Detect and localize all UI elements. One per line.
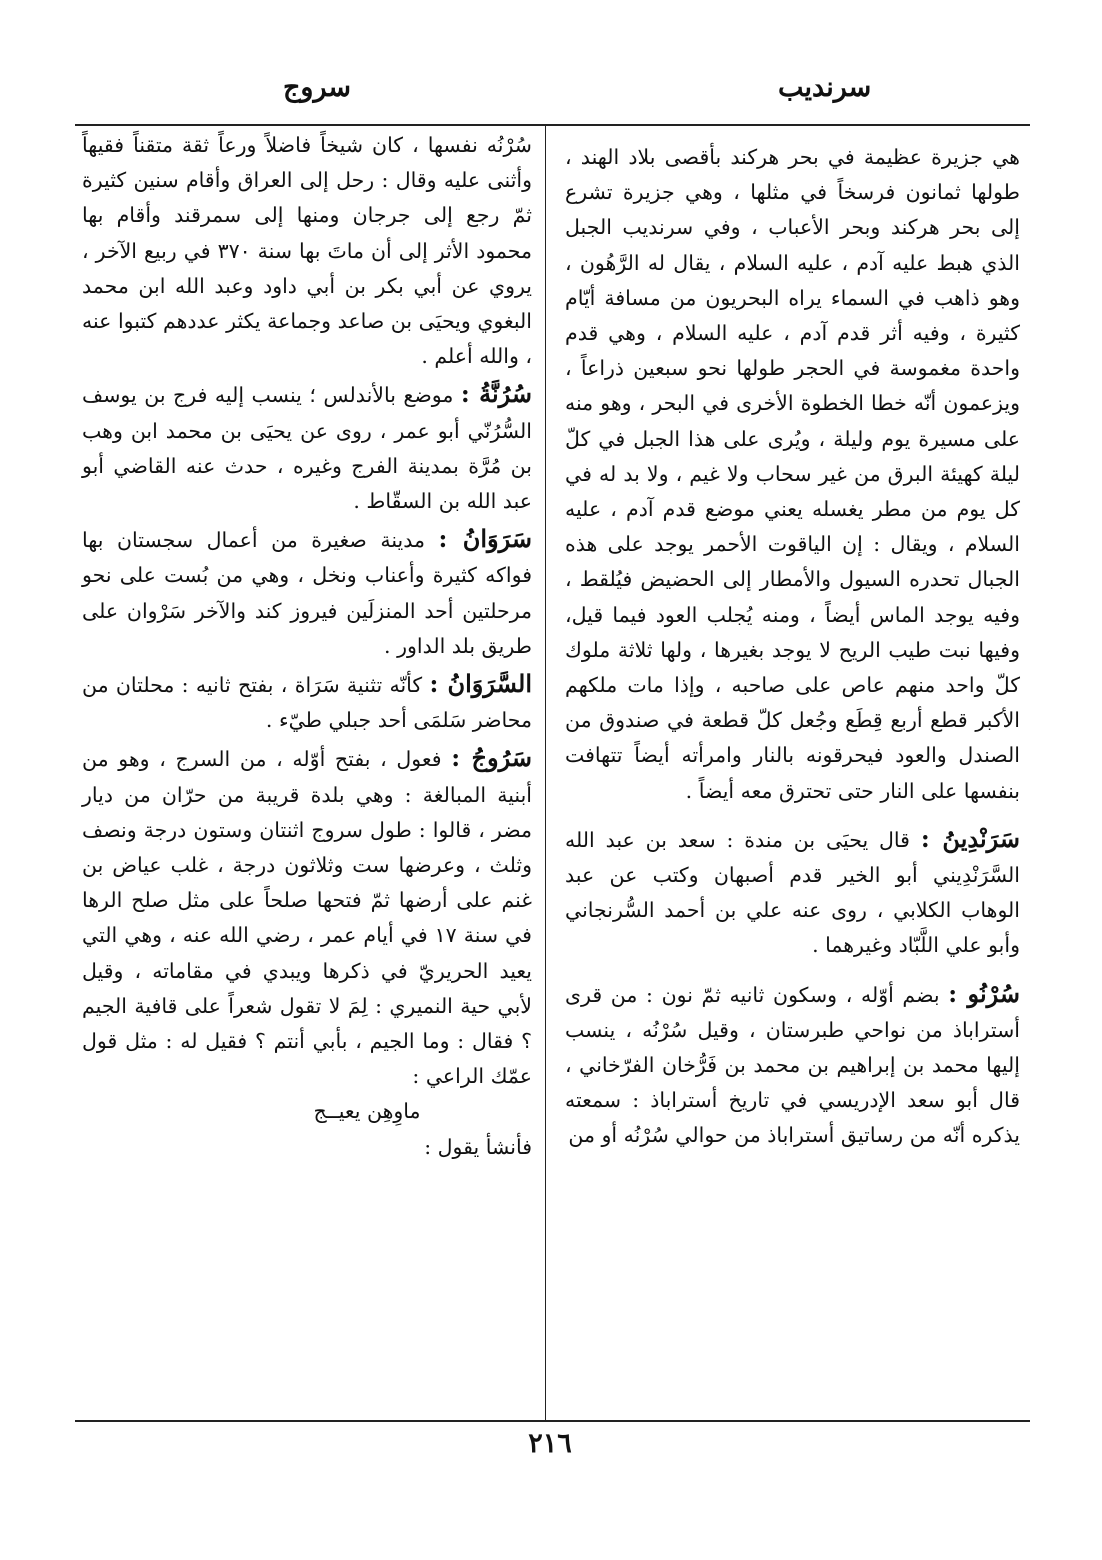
entry-al-sarawan bbox=[82, 666, 532, 738]
entry-sarandin bbox=[565, 821, 1020, 964]
entry-sarwan bbox=[82, 521, 532, 664]
left-column bbox=[82, 128, 532, 1165]
footer-rule bbox=[75, 1420, 1030, 1422]
entry-text: كأنّه تثنية سَرَاة ، بفتح ثانيه : محلتان من محاضر سَلمَى أحد جبلي طيّء . bbox=[82, 673, 532, 733]
entry-text: موضع بالأندلس ؛ ينسب إليه فرج بن يوسف السُّرُنّي أبو عمر ، روى عن يحيَى بن محمد ابن وهب بن مُرَّة بمدينة الفرج وغيره ، حدث عنه القاضي أبو عبد الله بن السقّاط . bbox=[82, 383, 532, 514]
page-number: ٢١٦ bbox=[528, 1428, 572, 1459]
entry-surunna bbox=[82, 376, 532, 519]
sarandib-entry-text: هي جزيرة عظيمة في بحر هركند بأقصى بلاد الهند ، طولها ثمانون فرسخاً في مثلها ، وهي جزيرة تشرع إلى بحر هركند وبحر الأعباب ، وفي سرنديب الجبل الذي هبط عليه آدم ، عليه السلام ، يقال له الرَّهُون ، وهو ذاهب في السماء يراه البحريون من مسافة أيّام كثيرة ، وفيه أثر قدم آدم ، عليه السلام ، وهي قدم واحدة مغموسة في الحجر طولها نحو سبعين ذراعاً ، ويزعمون أنّه خطا الخطوة الأخرى في البحر ، وهو منه على مسيرة يوم وليلة ، ويُرى على هذا الجبل في كلّ ليلة كهيئة البرق من غير سحاب ولا غيم ، ولا بد له في كل يوم من مطر يغسله يعني موضع قدم آدم ، عليه السلام ، ويقال : إن الياقوت الأحمر يوجد على هذه الجبال تحدره السيول والأمطار إلى الحضيض فيُلقط ، وفيه يوجد الماس أيضاً ، ومنه يُجلب العود فيما قيل، وفيها نبت طيب الريح لا يوجد بغيرها ، ولها ثلاثة ملوك كلّ واحد منهم عاص على صاحبه ، وإذا مات ملكهم الأكبر قطع أربع قِطَع وجُعل كلّ قطعة في صندوق من الصندل والعود فيحرقونه بالنار وامرأته أيضاً تتهافت بنفسها على النار حتى تحترق معه أيضاً . bbox=[565, 145, 1020, 803]
entry-text: بضم أوّله ، وسكون ثانيه ثمّ نون : من قرى أستراباذ من نواحي طبرستان ، وقيل سُرْنُه ، ينسب إليها محمد بن إبراهيم بن محمد بن فَرُّخان الفرّخاني ، قال أبو سعد الإدريسي في تاريخ أستراباذ : سمعته يذكره أنّه من رساتيق أستراباذ من حوالي سُرْنُه أو من bbox=[565, 982, 1020, 1148]
headword: سَرَوَانُ : bbox=[438, 524, 532, 554]
continued-text: سُرْنُه نفسها ، كان شيخاً فاضلاً ورعاً ثقة متقناً فقيهاً وأثنى عليه وقال : رحل إلى العراق وأقام سنين كثيرة ثمّ رجع إلى جرجان ومنها إلى سمرقند وأقام بها محمود الأثر إلى أن ماتَ بها سنة ٣٧٠ في ربيع الآخر ، يروي عن أبي بكر بن أبي داود وعبد الله ابن محمد البغوي ويحيَى بن صاعد وجماعة يكثر عددهم كتبوا عنه ، والله أعلم . bbox=[82, 133, 532, 369]
headword: السَّرَوَانُ : bbox=[429, 669, 532, 699]
headword: سُرْنُو : bbox=[948, 978, 1020, 1008]
running-header-left: سروج bbox=[283, 72, 351, 103]
right-column bbox=[565, 140, 1020, 1154]
header-rule bbox=[75, 124, 1030, 126]
entry-text: مدينة صغيرة من أعمال سجستان بها فواكه كثيرة وأعناب ونخل ، وهي من بُست على نحو مرحلتين أحد المنزلَين فيروز كند والآخر سَرْوان على طريق بلد الداور . bbox=[82, 528, 532, 658]
headword: سَرُوجُ : bbox=[451, 743, 532, 773]
column-divider bbox=[545, 126, 546, 1420]
headword: سُرُنَّةُ : bbox=[460, 379, 532, 409]
entry-text: قال يحيَى بن مندة : سعد بن عبد الله السَّرَنْدِيني أبو الخير قدم أصبهان وكتب عن عبد الوهاب الكلابي ، روى عنه علي بن أحمد السُّرنجاني وأبو علي اللَّبّاد وغيرهما . bbox=[565, 827, 1020, 958]
headword: سَرَنْدِينُ : bbox=[920, 823, 1020, 853]
closing-line: فأنشأ يقول : bbox=[424, 1134, 532, 1159]
entry-surnu bbox=[565, 976, 1020, 1154]
entry-saruj bbox=[82, 740, 532, 1094]
verse-line: ماوِهِن يعيــج bbox=[313, 1099, 421, 1124]
entry-text: فعول ، بفتح أوّله ، من السرج ، وهو من أبنية المبالغة : وهي بلدة قريبة من حرّان من ديار مضر ، قالوا : طول سروج اثنتان وستون درجة ونصف وثلث ، وعرضها ست وثلاثون درجة ، غلب عياض بن غنم على أرضها ثمّ فتحها صلحاً على مثل صلح الرها في سنة ١٧ في أيام عمر ، رضي الله عنه ، وهي التي يعيد الحريريّ في ذكرها ويبدي في مقاماته ، وقيل لأبي حية النميري : لِمَ لا تقول شعراً على قافية الجيم ؟ فقال : وما الجيم ، بأبي أنتم ؟ فقيل له : مثل قول عمّك الراعي : bbox=[82, 747, 532, 1089]
running-header-right: سرنديب bbox=[778, 72, 872, 103]
